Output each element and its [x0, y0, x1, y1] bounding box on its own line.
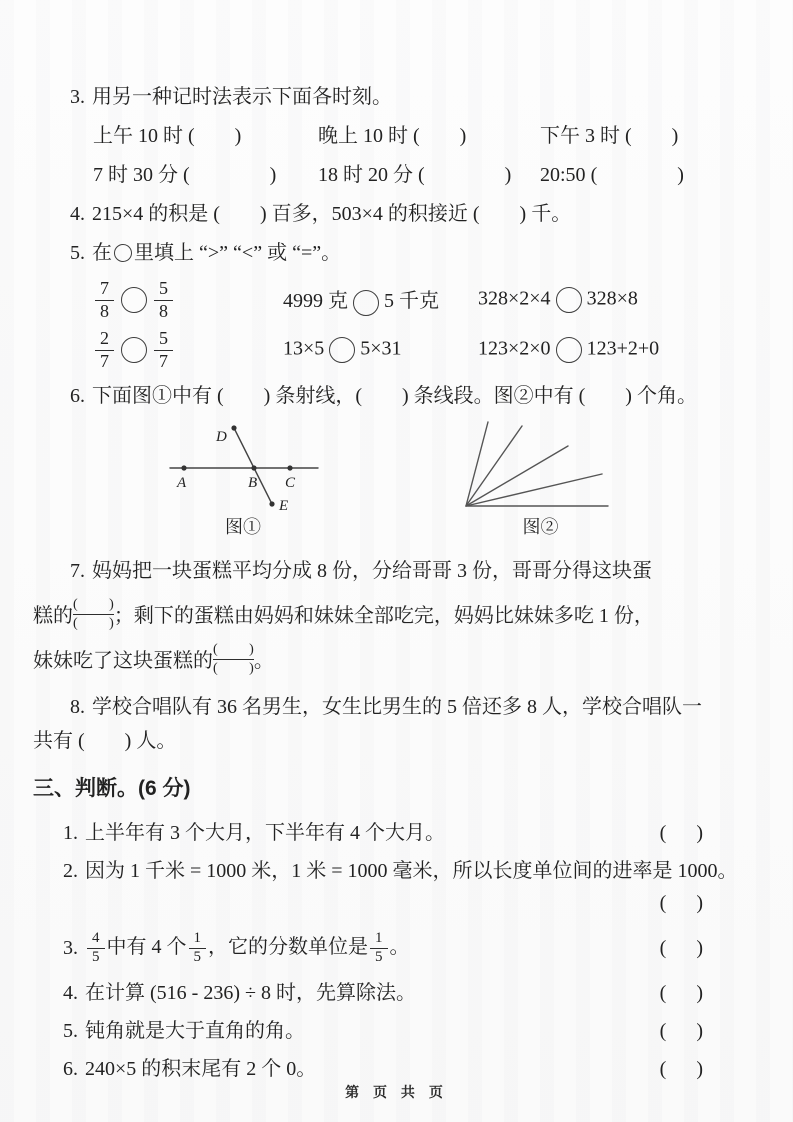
fraction-denominator: 5: [92, 948, 100, 965]
fraction-blank: [73, 596, 114, 633]
time-slot: [93, 160, 318, 190]
fraction: [370, 931, 388, 966]
blank-paren: ( ): [188, 125, 242, 147]
question-7-text-2: ；剩下的蛋糕由妈妈和妹妹全部吃完，妈妈比妹妹多吃 1 份，妹妹吃了这块蛋糕的: [33, 605, 654, 672]
compare-left: 328×2×4: [478, 287, 551, 310]
judge-item-5: [63, 1016, 703, 1046]
figure-2-caption: 图②: [522, 517, 559, 537]
comparison-cell: [283, 284, 478, 315]
point-b-dot: [251, 465, 256, 470]
judge-item-number: 6.: [63, 1058, 78, 1080]
point-a-dot: [181, 465, 186, 470]
comparison-circle: [121, 287, 147, 313]
figures-row: [158, 420, 703, 539]
judge-item-number: 1.: [63, 822, 78, 844]
time-slot: [318, 121, 540, 151]
question-3-row2: [93, 160, 703, 190]
inline-circle-icon: [114, 244, 132, 262]
judge-item-1: [63, 818, 703, 848]
judge-item-2-answer-line: [33, 888, 703, 918]
answer-paren: ( ): [659, 1020, 703, 1042]
question-5-text-post: 里填上 “>” “<” 或 “=”。: [134, 242, 342, 264]
point-d-dot: [231, 425, 236, 430]
question-5-row1: [93, 277, 703, 323]
fraction: [87, 931, 105, 966]
fraction: [95, 329, 114, 372]
fraction-numerator: 4: [87, 931, 105, 949]
answer-paren: ( ): [659, 937, 703, 959]
figure-2: [458, 420, 623, 539]
question-6-text: 下面图①中有 ( ) 条射线，( ) 条线段。图②中有 ( ) 个角。: [92, 385, 697, 407]
ray-steep: [466, 422, 488, 506]
fraction-denominator: 7: [100, 350, 109, 371]
question-8-number: 8.: [70, 696, 85, 718]
comparison-cell: [478, 337, 703, 363]
question-4: [33, 199, 703, 229]
judge-item-text: 钝角就是大于直角的角。: [85, 1020, 305, 1042]
answer-paren: ( ): [659, 1058, 703, 1080]
comparison-circle: [556, 337, 582, 363]
fraction-blank: [213, 641, 254, 678]
judge-item-4: [63, 978, 703, 1008]
point-e-dot: [269, 501, 274, 506]
time-slot: [93, 121, 318, 151]
compare-left: 123×2×0: [478, 337, 551, 360]
question-8-text: 学校合唱队有 36 名男生，女生比男生的 5 倍还多 8 人，学校合唱队一共有 ( ) 人。: [33, 696, 702, 752]
judge-item-number: 5.: [63, 1020, 78, 1042]
point-c-dot: [287, 465, 292, 470]
compare-right: 5×31: [360, 337, 402, 360]
fraction: [154, 329, 173, 372]
comparison-circle: [353, 290, 379, 316]
fraction-numerator: 5: [154, 329, 173, 351]
fraction-numerator: 2: [95, 329, 114, 351]
figure-1-caption: 图①: [225, 517, 261, 537]
fraction-denominator: 5: [375, 948, 383, 965]
figure2-diagram: [458, 420, 623, 512]
judge-item-6: [63, 1054, 703, 1084]
ray-mid: [466, 446, 568, 506]
question-7-text-3: 。: [253, 650, 274, 672]
comparison-cell: [283, 337, 478, 363]
time-label: 晚上 10 时: [318, 125, 408, 147]
answer-paren: ( ): [659, 982, 703, 1004]
comparison-circle: [329, 337, 355, 363]
fraction: [95, 279, 114, 322]
judge-item-2: [63, 856, 738, 886]
comparison-circle: [121, 337, 147, 363]
fraction-numerator: 7: [95, 279, 114, 301]
fraction-blank-bottom: ( ): [213, 660, 254, 676]
figure1-diagram: [158, 420, 328, 512]
page-footer: 第 页 共 页: [345, 1084, 448, 1100]
blank-paren: ( ): [413, 125, 467, 147]
answer-paren: ( ): [659, 822, 703, 844]
judge-item-number: 3.: [63, 937, 78, 959]
point-d-label: D: [216, 429, 227, 445]
time-slot: [540, 121, 703, 151]
fraction: [154, 279, 173, 322]
time-label: 20:50: [540, 164, 586, 186]
fraction: [189, 931, 207, 966]
question-7-number: 7.: [70, 560, 85, 582]
question-7-text-1: 妈妈把一块蛋糕平均分成 8 份，分给哥哥 3 份，哥哥分得这块蛋糕的: [33, 560, 652, 627]
judge-item-number: 2.: [63, 860, 78, 882]
point-c-label: C: [285, 475, 296, 491]
time-label: 7 时 30 分: [93, 164, 178, 186]
time-label: 下午 3 时: [540, 125, 620, 147]
question-3-title: [33, 82, 703, 112]
ray-low: [466, 474, 602, 506]
point-b-label: B: [248, 475, 258, 491]
ray-high: [466, 426, 522, 506]
question-5-number: 5.: [70, 242, 85, 264]
question-6-number: 6.: [70, 385, 85, 407]
fraction-numerator: 1: [370, 931, 388, 949]
blank-paren: ( ): [625, 125, 679, 147]
fraction-blank-top: ( ): [73, 596, 114, 615]
judge-item-3: [63, 926, 703, 970]
judge-item-number: 4.: [63, 982, 78, 1004]
judge-item-text: [85, 931, 660, 966]
compare-left: 4999 克: [283, 290, 348, 313]
question-4-text: 215×4 的积是 ( ) 百多，503×4 的积接近 ( ) 千。: [92, 203, 572, 225]
question-5-title: [33, 238, 703, 268]
compare-right: 123+2+0: [586, 337, 660, 360]
question-4-number: 4.: [70, 203, 85, 225]
blank-paren: ( ): [590, 164, 684, 186]
compare-right: 5 千克: [384, 290, 439, 313]
fraction-denominator: 5: [193, 948, 201, 965]
question-6: [33, 381, 703, 411]
time-slot: [540, 160, 703, 190]
judge-item-text: 因为 1 千米 = 1000 米，1 米 = 1000 毫米，所以长度单位间的进率是 1000。: [85, 860, 738, 882]
time-label: 上午 10 时: [93, 125, 183, 147]
question-5-row2: [93, 327, 703, 373]
section-3-heading: 三、判断。(6 分): [33, 777, 191, 800]
judge-item-3-text-1: 中有 4 个: [106, 935, 187, 958]
comparison-cell: [93, 329, 283, 372]
question-7: [33, 549, 658, 684]
time-slot: [318, 160, 540, 190]
judge-item-text: 上半年有 3 个大月，下半年有 4 个大月。: [85, 822, 445, 844]
fraction-blank-top: ( ): [213, 641, 254, 660]
compare-right: 328×8: [586, 287, 638, 310]
figure-1: [158, 420, 328, 539]
question-3-number: 3.: [70, 86, 85, 108]
point-a-label: A: [177, 475, 187, 491]
blank-paren: ( ): [418, 164, 512, 186]
fraction-denominator: 8: [100, 300, 109, 321]
comparison-cell: [478, 287, 703, 313]
judge-item-text: 在计算 (516 - 236) ÷ 8 时，先算除法。: [85, 982, 416, 1004]
fraction-denominator: 7: [159, 350, 168, 371]
question-8: [33, 690, 703, 758]
question-3-text: 用另一种记时法表示下面各时刻。: [92, 86, 392, 108]
judge-item-text: 240×5 的积末尾有 2 个 0。: [85, 1058, 317, 1080]
fraction-denominator: 8: [159, 300, 168, 321]
fraction-numerator: 5: [154, 279, 173, 301]
fraction-numerator: 1: [189, 931, 207, 949]
judge-item-3-text-3: 。: [389, 935, 410, 958]
answer-paren: ( ): [659, 892, 703, 914]
point-e-label: E: [279, 498, 289, 512]
compare-left: 13×5: [283, 337, 325, 360]
comparison-circle: [556, 287, 582, 313]
blank-paren: ( ): [183, 164, 277, 186]
question-3-row1: [93, 121, 703, 151]
comparison-cell: [93, 279, 283, 322]
fraction-blank-bottom: ( ): [73, 615, 114, 631]
time-label: 18 时 20 分: [318, 164, 413, 186]
question-5-text-pre: 在: [92, 242, 112, 264]
judge-item-3-text-2: ，它的分数单位是: [208, 935, 368, 958]
